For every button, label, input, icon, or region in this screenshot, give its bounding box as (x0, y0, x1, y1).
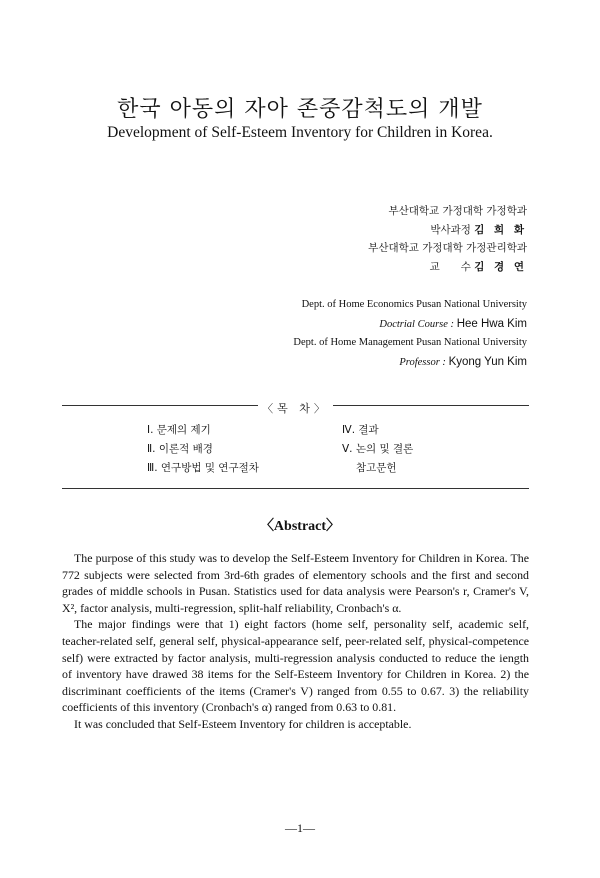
english-author-2-name: Kyong Yun Kim (448, 355, 527, 368)
korean-author-1-name: 김 희 화 (474, 223, 527, 236)
korean-author-1-role: 박사과정 (430, 223, 471, 236)
korean-author-2 (368, 258, 527, 277)
korean-author-block (368, 202, 527, 276)
toc-left-column (147, 421, 259, 478)
english-affiliation-2: Dept. of Home Management Pusan National University (293, 337, 527, 348)
toc-item: Ⅳ. 결과 (342, 424, 379, 436)
english-title: Development of Self-Esteem Inventory for Children in Korea. (107, 124, 493, 141)
toc-title: 〈목 차〉 (258, 402, 333, 415)
english-author-2 (293, 353, 527, 373)
toc-item: Ⅴ. 논의 및 결론 (342, 443, 414, 455)
toc-item: Ⅲ. 연구방법 및 연구절차 (147, 462, 259, 474)
english-author-1 (293, 315, 527, 335)
toc-item: Ⅰ. 문제의 제기 (147, 424, 211, 436)
english-author-2-role: Professor : (399, 356, 446, 368)
abstract-paragraph: The purpose of this study was to develop the Self-Esteem Inventory for Children in Korea. The 772 subjects were selected from 3rd-6th grades of elementory schools and the first and second grades of middle schools in Pusan. Statistics used for data analysis were Pearson's r, Cramer's V, X², factor analysis, multi-regression, split-half reliability, Cronbach's α. (62, 551, 529, 615)
abstract-body (62, 550, 529, 733)
korean-title: 한국 아동의 자아 존중감척도의 개발 (117, 97, 483, 122)
korean-author-2-role: 교 수 (429, 260, 471, 273)
korean-author-2-name: 김 경 연 (474, 260, 527, 273)
korean-affiliation-1: 부산대학교 가정대학 가정학과 (388, 205, 527, 217)
korean-affiliation-2: 부산대학교 가정대학 가정관리학과 (368, 242, 527, 254)
korean-author-1 (368, 221, 527, 240)
english-author-block (293, 296, 527, 372)
abstract-paragraph: It was concluded that Self-Esteem Inventory for children is acceptable. (74, 716, 412, 731)
toc-item: 참고문헌 (356, 462, 397, 474)
toc-right-column (342, 421, 413, 478)
toc-item: Ⅱ. 이론적 배경 (147, 443, 213, 455)
abstract-paragraph: The major findings were that 1) eight factors (home self, personality self, academic self, teacher-related self, general self, physical-appearance self, peer-related self, physical-competence self) were extracted by factor analysis, multi-regression analysis conducted to reduce the iength of inventory have drawed 38 items for the Self-Esteem Inventory for Children in Korea. 2) the discriminant coefficients of the items (Cramer's V) ranged from 0.55 to 0.67. 3) the reliability coefficients of this inventory (Cronbach's α) ranged from 0.63 to 0.81. (62, 617, 529, 715)
english-author-1-role: Doctrial Course : (379, 318, 455, 330)
page-number: —1— (285, 821, 315, 835)
abstract-heading: 〈Abstract〉 (259, 519, 341, 534)
english-author-1-name: Hee Hwa Kim (456, 317, 527, 330)
english-affiliation-1: Dept. of Home Economics Pusan National University (301, 299, 527, 310)
table-of-contents (62, 402, 529, 489)
